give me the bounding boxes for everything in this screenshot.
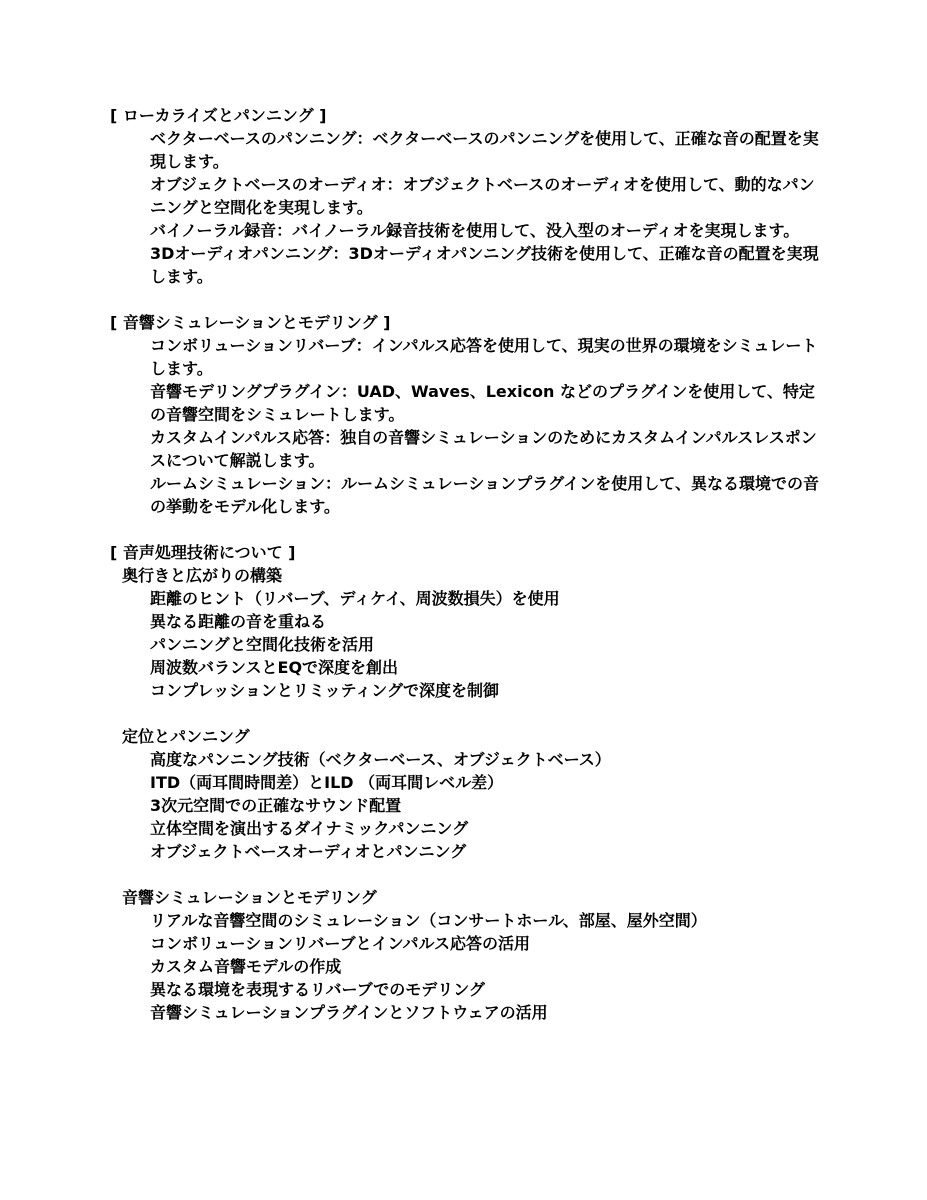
list-item: 異なる環境を表現するリバーブでのモデリング <box>150 980 485 999</box>
list-item: ベクターベースのパンニング：ベクターベースのパンニングを使用して、正確な音の配置を実現します。 <box>150 129 819 171</box>
list-item: 音響モデリングプラグイン：UAD、Waves、Lexicon などのプラグインを使用して、特定の音響空間をシミュレートします。 <box>150 382 815 424</box>
list-item: 高度なパンニング技術（ベクターベース、オブジェクトベース） <box>150 750 611 769</box>
spacer <box>110 702 820 725</box>
subsection-title: 奥行きと広がりの構築 <box>122 566 283 585</box>
list-item: 3次元空間での正確なサウンド配置 <box>150 796 402 815</box>
list-item: バイノーラル録音：バイノーラル録音技術を使用して、没入型のオーディオを実現します。 <box>150 221 800 240</box>
list-item: カスタム音響モデルの作成 <box>150 957 342 976</box>
list-item: 音響シミュレーションプラグインとソフトウェアの活用 <box>150 1003 548 1022</box>
subsection-acoustic-modeling <box>110 886 820 1024</box>
list-item: 異なる距離の音を重ねる <box>150 612 327 631</box>
list-item: 立体空間を演出するダイナミックパンニング <box>150 819 469 838</box>
list-item: コンボリューションリバーブ：インパルス応答を使用して、現実の世界の環境をシミュレートします。 <box>150 336 818 378</box>
list-item: ITD（両耳間時間差）とILD （両耳間レベル差） <box>150 773 504 792</box>
section-audio-processing <box>110 541 820 1024</box>
list-item: コンボリューションリバーブとインパルス応答の活用 <box>150 934 531 953</box>
list-item: 周波数バランスとEQで深度を創出 <box>150 658 399 677</box>
list-item: コンプレッションとリミッティングで深度を制御 <box>150 681 499 700</box>
list-item: オブジェクトベースのオーディオ：オブジェクトベースのオーディオを使用して、動的なパンニングと空間化を実現します。 <box>150 175 815 217</box>
document-body <box>110 104 820 1024</box>
section-acoustic-simulation <box>110 311 820 518</box>
list-item: リアルな音響空間のシミュレーション（コンサートホール、部屋、屋外空間） <box>150 911 707 930</box>
list-item: パンニングと空間化技術を活用 <box>150 635 375 654</box>
list-item: 距離のヒント（リバーブ、ディケイ、周波数損失）を使用 <box>150 589 560 608</box>
section-heading: [ 音声処理技術について ] <box>110 543 296 562</box>
list-item: カスタムインパルス応答：独自の音響シミュレーションのためにカスタムインパルスレスポンスについて解説します。 <box>150 428 817 470</box>
subsection-depth-width <box>110 564 820 702</box>
list-item: 3Dオーディオパンニング：3Dオーディオパンニング技術を使用して、正確な音の配置を実現します。 <box>150 244 819 286</box>
subsection-title: 定位とパンニング <box>122 727 250 746</box>
spacer <box>110 863 820 886</box>
section-localize-panning <box>110 104 820 288</box>
list-item: ルームシミュレーション：ルームシミュレーションプラグインを使用して、異なる環境での音の挙動をモデル化します。 <box>150 474 819 516</box>
list-item: オブジェクトベースオーディオとパンニング <box>150 842 467 861</box>
subsection-localization-panning <box>110 725 820 863</box>
subsection-title: 音響シミュレーションとモデリング <box>122 888 377 907</box>
section-heading: [ 音響シミュレーションとモデリング ] <box>110 313 391 332</box>
section-heading: [ ローカライズとパンニング ] <box>110 106 327 125</box>
